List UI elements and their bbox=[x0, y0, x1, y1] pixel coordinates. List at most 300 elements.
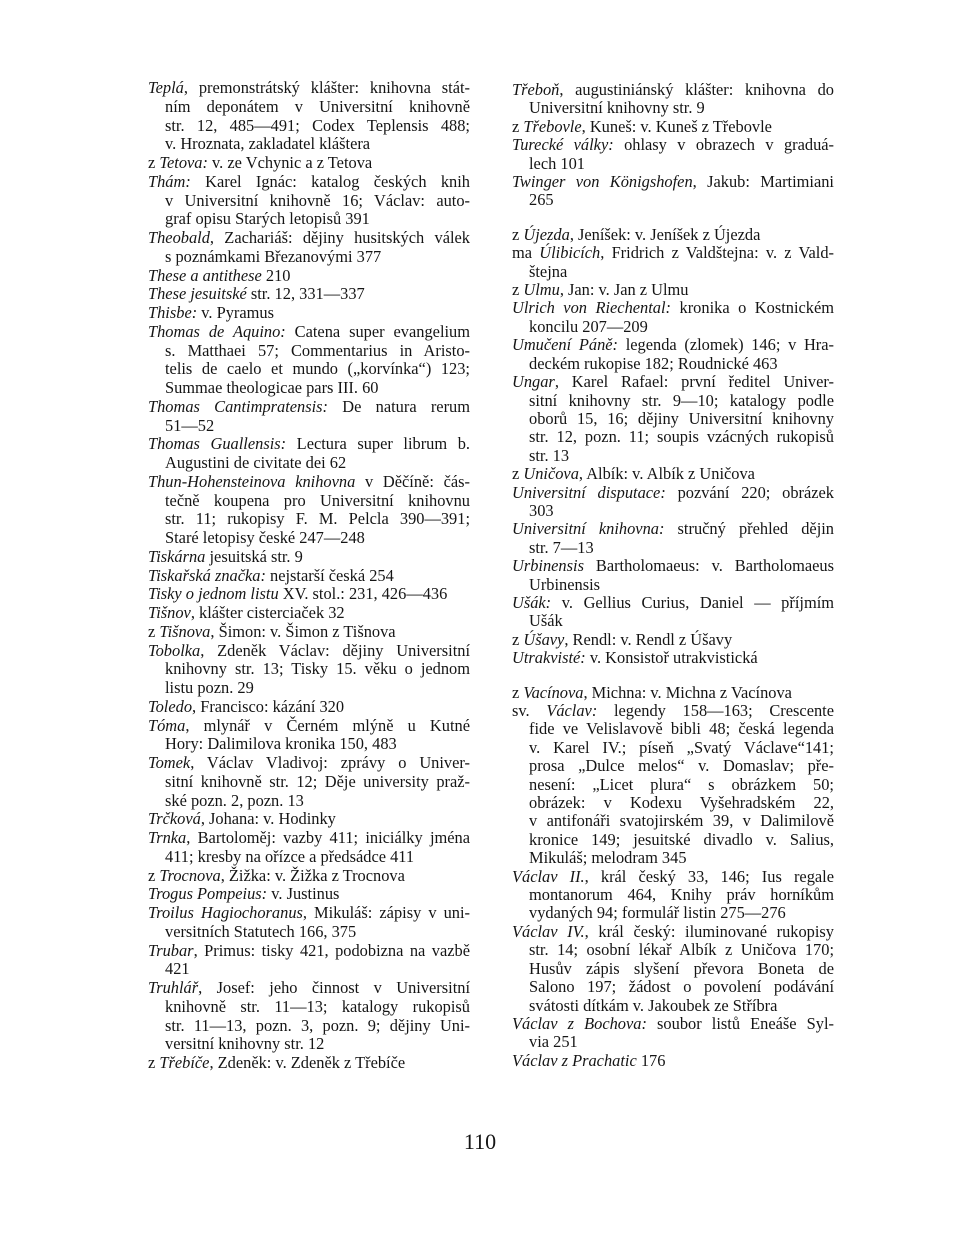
entry-headword: Úlibicích bbox=[539, 243, 601, 263]
entry-line bbox=[148, 942, 470, 961]
entry-line bbox=[148, 885, 470, 904]
entry-text: , Bartoloměj: vazby 411; iniciálky jména bbox=[186, 828, 470, 847]
entry-text: v. ze Vchynic a z Tetova bbox=[207, 153, 373, 172]
entry-line bbox=[148, 435, 470, 454]
entry-line bbox=[148, 154, 470, 173]
entry-headword: Tišnov bbox=[148, 603, 191, 622]
index-entry bbox=[512, 373, 834, 465]
entry-line bbox=[512, 263, 834, 281]
entry-text: , král český 33, 146; Ius regale bbox=[584, 866, 834, 886]
entry-headword: Teplá bbox=[148, 78, 184, 97]
entry-text: versitních Statutech 166, 375 bbox=[165, 921, 357, 941]
index-entry bbox=[512, 684, 834, 702]
entry-headword: Tiskárna bbox=[148, 546, 206, 566]
entry-line bbox=[148, 229, 470, 248]
entry-headword: Turecké války: bbox=[512, 135, 614, 155]
entry-text: Staré letopisy české 247—248 bbox=[165, 528, 365, 547]
entry-line bbox=[512, 136, 834, 154]
entry-text: v Universitní knihovně 16; Václav: auto- bbox=[165, 190, 470, 210]
entry-line bbox=[512, 539, 834, 557]
entry-line bbox=[148, 923, 470, 942]
entry-text: , Žižka: v. Žižka z Trocnova bbox=[220, 865, 405, 885]
entry-text: legenda (zlomek) 146; v Hra- bbox=[618, 335, 834, 355]
index-entry bbox=[148, 979, 470, 1054]
entry-line bbox=[512, 812, 834, 830]
index-entry bbox=[512, 1052, 834, 1070]
entry-line bbox=[148, 829, 470, 848]
entry-line bbox=[148, 735, 470, 754]
entry-text: graf opisu Starých letopisů 391 bbox=[165, 209, 370, 229]
entry-text: v antifonáři svatojirském 39, v Dalimilově bbox=[529, 811, 834, 831]
entry-line bbox=[512, 997, 834, 1015]
entry-line bbox=[148, 267, 470, 286]
entry-line bbox=[512, 594, 834, 612]
index-entry bbox=[512, 484, 834, 521]
entry-line bbox=[512, 484, 834, 502]
entry-text: Karel Ignác: katalog českých knih bbox=[190, 171, 470, 191]
entry-headword: These jesuitské bbox=[148, 284, 247, 304]
entry-line bbox=[512, 244, 834, 262]
entry-text: z bbox=[512, 224, 524, 244]
entry-text: v. Gellius Curius, Daniel — příjmím bbox=[551, 592, 834, 612]
entry-headword: Trnka bbox=[148, 828, 187, 847]
entry-headword: Uničova bbox=[523, 464, 579, 484]
entry-line bbox=[148, 848, 470, 867]
index-entry bbox=[148, 698, 470, 717]
entry-line bbox=[512, 1033, 834, 1051]
entry-text: 411; kresby na ořízce a předsádce 411 bbox=[165, 846, 415, 866]
entry-text: 51—52 bbox=[165, 415, 215, 435]
entry-headword: Urbinensis bbox=[512, 556, 584, 576]
entry-text: kronika o Kostnickém bbox=[671, 298, 834, 318]
entry-headword: Trogus Pompeius: bbox=[148, 884, 268, 904]
entry-text: fide ve Velislavově bibli 48; česká legenda bbox=[529, 719, 834, 739]
entry-headword: Toledo bbox=[148, 696, 193, 716]
entry-headword: Ungar bbox=[512, 372, 555, 392]
entry-headword: Utrakvisté: bbox=[512, 648, 586, 668]
entry-text: Summae theologicae pars III. 60 bbox=[165, 378, 379, 397]
entry-text: nesení: „Licet plura“ s obrázkem 50; bbox=[529, 774, 834, 794]
entry-text: nejstarší česká 254 bbox=[265, 565, 394, 585]
entry-line bbox=[512, 355, 834, 373]
entry-text: ním deponátem v Universitní knihovně bbox=[165, 96, 470, 116]
entry-text: , Albík: v. Albík z Uničova bbox=[578, 464, 755, 484]
index-section bbox=[148, 79, 470, 1073]
entry-line bbox=[148, 454, 470, 473]
index-column-right bbox=[512, 81, 834, 1070]
entry-text: , Zdeněk Václav: dějiny Universitní bbox=[200, 640, 470, 660]
entry-headword: Tobolka bbox=[148, 640, 201, 660]
entry-text: prosa „Dulce melos“ v. Domaslav; pře- bbox=[529, 756, 834, 776]
index-entry bbox=[148, 154, 470, 173]
entry-line bbox=[148, 192, 470, 211]
entry-line bbox=[148, 379, 470, 398]
entry-line bbox=[512, 702, 834, 720]
entry-line bbox=[512, 520, 834, 538]
entry-line bbox=[512, 1052, 834, 1070]
entry-line bbox=[512, 886, 834, 904]
entry-headword: Tomek bbox=[148, 753, 191, 772]
entry-line bbox=[148, 1035, 470, 1054]
entry-line bbox=[148, 510, 470, 529]
entry-line bbox=[512, 191, 834, 209]
index-entry bbox=[512, 520, 834, 557]
entry-text: , Zdeněk: v. Zdeněk z Třebíče bbox=[209, 1053, 406, 1072]
entry-text: Mikuláš; melodram 345 bbox=[529, 848, 687, 868]
entry-text: kronice 149; jesuitské divadlo v. Salius, bbox=[529, 829, 834, 849]
index-section bbox=[512, 684, 834, 1071]
entry-headword: Universitní disputace: bbox=[512, 482, 666, 502]
entry-text: , klášter cisterciaček 32 bbox=[190, 603, 345, 622]
index-entry bbox=[512, 118, 834, 136]
entry-text: pozvání 220; obrázek bbox=[665, 482, 834, 502]
entry-text: svátosti dítkám v. Jakoubek ze Stříbra bbox=[529, 995, 778, 1015]
entry-text: z bbox=[148, 1053, 160, 1072]
entry-text: via 251 bbox=[529, 1032, 578, 1052]
entry-headword: Truhlář bbox=[148, 978, 199, 997]
entry-text: 210 bbox=[261, 265, 291, 285]
entry-headword: Trčková bbox=[148, 809, 201, 829]
entry-headword: Ulmu bbox=[523, 280, 560, 300]
entry-line bbox=[512, 631, 834, 649]
entry-line bbox=[512, 118, 834, 136]
entry-text: knihovny str. 13; Tisky 15. věku o jednom bbox=[165, 659, 470, 679]
entry-text: Salono 197; žádost o povolení podávání bbox=[529, 977, 834, 997]
index-entry bbox=[512, 702, 834, 868]
entry-text: v. Pyramus bbox=[197, 303, 274, 322]
index-entry bbox=[512, 81, 834, 118]
entry-text: s poznámkami Březanovými 377 bbox=[165, 246, 382, 266]
entry-line bbox=[512, 557, 834, 575]
entry-line bbox=[148, 867, 470, 886]
index-entry bbox=[148, 173, 470, 229]
entry-text: , Šimon: v. Šimon z Tišnova bbox=[210, 621, 396, 641]
entry-headword: Tetova: bbox=[159, 153, 208, 172]
entry-headword: Universitní knihovna: bbox=[512, 519, 665, 539]
index-entry bbox=[148, 623, 470, 642]
entry-text: obrázek: v Kodexu Vyšehradském 22, bbox=[529, 793, 834, 813]
entry-headword: Theobald bbox=[148, 228, 210, 247]
entry-text: str. 12, pozn. 11; soupis vzácných rukopisů bbox=[529, 427, 834, 447]
entry-line bbox=[512, 904, 834, 922]
entry-text: str. 14; osobní lékař Albík z Uničova 170; bbox=[529, 940, 834, 960]
entry-text: legendy 158—163; Crescente bbox=[597, 701, 834, 720]
entry-headword: Ušák: bbox=[512, 592, 552, 612]
entry-headword: Thomas Guallensis: bbox=[148, 434, 287, 454]
entry-text: , Johana: v. Hodinky bbox=[200, 809, 336, 829]
entry-text: Catena super evangelium bbox=[285, 321, 470, 341]
entry-headword: Václav z Prachatic bbox=[512, 1050, 637, 1070]
index-entry bbox=[148, 585, 470, 604]
entry-text: ohlasy v obrazech v graduá- bbox=[613, 135, 835, 155]
entry-line bbox=[148, 642, 470, 661]
entry-text: , Zachariáš: dějiny husitských válek bbox=[209, 228, 470, 247]
entry-line bbox=[512, 81, 834, 99]
entry-line bbox=[512, 720, 834, 738]
page-number: 110 bbox=[463, 1129, 497, 1154]
entry-text: , Rendl: v. Rendl z Úšavy bbox=[564, 629, 733, 649]
entry-line bbox=[148, 773, 470, 792]
index-entry bbox=[512, 136, 834, 173]
index-entry bbox=[148, 267, 470, 286]
entry-line bbox=[512, 612, 834, 630]
entry-text: str. 11—13, pozn. 3, pozn. 9; dějiny Uni- bbox=[165, 1015, 470, 1035]
entry-line bbox=[512, 868, 834, 886]
entry-line bbox=[512, 428, 834, 446]
index-entry bbox=[148, 604, 470, 623]
entry-line bbox=[148, 792, 470, 811]
entry-text: str. 13 bbox=[529, 445, 570, 465]
entry-text: 176 bbox=[636, 1050, 666, 1070]
entry-headword: Thun-Hohensteinova knihovna bbox=[148, 471, 356, 491]
index-entry bbox=[148, 79, 470, 154]
entry-text: Ušák bbox=[529, 611, 563, 631]
index-section bbox=[512, 81, 834, 210]
index-entry bbox=[512, 631, 834, 649]
entry-text: 303 bbox=[529, 500, 554, 520]
entry-text: , Francisco: kázání 320 bbox=[192, 696, 345, 716]
index-entry bbox=[512, 173, 834, 210]
entry-text: , Jan: v. Jan z Ulmu bbox=[559, 280, 689, 300]
index-entry bbox=[148, 285, 470, 304]
entry-text: z bbox=[148, 865, 160, 885]
entry-text: Urbinensis bbox=[529, 574, 601, 594]
entry-line bbox=[148, 323, 470, 342]
entry-text: z bbox=[512, 682, 524, 702]
entry-text: v. Hroznata, zakladatel kláštera bbox=[165, 134, 371, 154]
entry-text: koncilu 207—209 bbox=[529, 316, 648, 336]
entry-line bbox=[148, 1054, 470, 1073]
entry-text: , mlynář v Černém mlýně u Kutné bbox=[185, 715, 470, 735]
entry-text: z bbox=[512, 629, 524, 649]
entry-line bbox=[148, 117, 470, 136]
entry-line bbox=[512, 336, 834, 354]
entry-line bbox=[148, 285, 470, 304]
index-section bbox=[512, 226, 834, 668]
entry-text: 421 bbox=[165, 959, 190, 979]
entry-text: knihovně str. 11—13; katalogy rukopisů bbox=[165, 996, 470, 1016]
entry-line bbox=[148, 679, 470, 698]
entry-text: , Kuneš: v. Kuneš z Třebovle bbox=[581, 116, 772, 136]
index-entry bbox=[148, 398, 470, 436]
entry-text: v. Konsistoř utrakvistická bbox=[585, 648, 758, 668]
entry-line bbox=[512, 978, 834, 996]
index-entry bbox=[148, 323, 470, 398]
index-entry bbox=[148, 885, 470, 904]
entry-line bbox=[512, 226, 834, 244]
index-entry bbox=[512, 868, 834, 923]
entry-line bbox=[148, 979, 470, 998]
entry-text: , augustiniánský klášter: knihovna do bbox=[559, 80, 834, 99]
entry-line bbox=[512, 776, 834, 794]
entry-headword: Troilus Hagiochoranus bbox=[148, 903, 303, 922]
entry-text: tečně koupena pro Universitní knihovnu bbox=[165, 490, 470, 510]
entry-line bbox=[148, 1017, 470, 1036]
entry-line bbox=[148, 567, 470, 586]
index-entry bbox=[148, 473, 470, 548]
entry-line bbox=[512, 794, 834, 812]
index-entry bbox=[512, 281, 834, 299]
entry-line bbox=[148, 754, 470, 773]
entry-headword: Václav z Bochova: bbox=[512, 1013, 647, 1033]
entry-headword: Tisky o jednom listu bbox=[148, 584, 279, 604]
index-entry bbox=[148, 229, 470, 267]
entry-line bbox=[512, 684, 834, 702]
entry-text: 265 bbox=[529, 190, 554, 210]
entry-line bbox=[148, 360, 470, 379]
entry-line bbox=[512, 757, 834, 775]
entry-text: jesuitská str. 9 bbox=[205, 546, 303, 566]
entry-text: ma bbox=[512, 243, 540, 263]
entry-text: , Josef: jeho činnost v Universitní bbox=[198, 978, 470, 997]
entry-text: Universitní knihovny str. 9 bbox=[529, 98, 705, 118]
entry-line bbox=[512, 173, 834, 191]
entry-headword: Tóma bbox=[148, 715, 186, 735]
entry-text: sitní knihovně str. 12; Děje university praž- bbox=[165, 771, 470, 791]
entry-line bbox=[148, 173, 470, 192]
entry-text: Husův zápis slyšení převora Boneta de bbox=[529, 958, 834, 978]
entry-headword: Tišnova bbox=[159, 621, 211, 641]
entry-text: str. 7—13 bbox=[529, 537, 594, 557]
entry-headword: Trocnova bbox=[159, 865, 221, 885]
entry-line bbox=[148, 529, 470, 548]
entry-headword: Thomas de Aquino: bbox=[148, 321, 286, 341]
entry-text: soubor listů Eneáše Syl- bbox=[646, 1013, 834, 1033]
entry-line bbox=[148, 98, 470, 117]
index-entry bbox=[512, 226, 834, 244]
entry-text: ské pozn. 2, pozn. 13 bbox=[165, 790, 304, 810]
index-entry bbox=[148, 867, 470, 886]
entry-line bbox=[512, 923, 834, 941]
index-entry bbox=[148, 567, 470, 586]
index-entry bbox=[148, 904, 470, 942]
entry-line bbox=[148, 660, 470, 679]
index-entry bbox=[148, 810, 470, 829]
index-entry bbox=[512, 649, 834, 667]
entry-text: listu pozn. 29 bbox=[165, 678, 254, 697]
entry-line bbox=[512, 373, 834, 391]
entry-text: str. 12, 331—337 bbox=[246, 284, 365, 304]
index-entry bbox=[512, 244, 834, 281]
entry-line bbox=[512, 849, 834, 867]
entry-text: , Jakub: Martimiani bbox=[692, 172, 834, 192]
entry-headword: Ulrich von Riechental: bbox=[512, 298, 672, 318]
entry-text: stručný přehled dějin bbox=[664, 519, 834, 539]
entry-headword: Thám: bbox=[148, 171, 191, 191]
entry-line bbox=[512, 649, 834, 667]
entry-text: z bbox=[512, 116, 524, 136]
entry-text: versitní knihovny str. 12 bbox=[165, 1034, 325, 1054]
entry-text: Bartholomaeus: v. Bartholomaeus bbox=[583, 556, 834, 576]
entry-headword: Újezda bbox=[523, 224, 570, 244]
entry-line bbox=[512, 392, 834, 410]
entry-headword: Thisbe: bbox=[148, 303, 198, 322]
entry-text: z bbox=[512, 464, 524, 484]
entry-text: v Děčíně: čás- bbox=[355, 471, 470, 491]
entry-line bbox=[148, 623, 470, 642]
entry-line bbox=[512, 299, 834, 317]
entry-text: Augustini de civitate dei 62 bbox=[165, 453, 347, 472]
entry-text: , Mikuláš: zápisy v uni- bbox=[302, 903, 470, 922]
index-entry bbox=[148, 548, 470, 567]
index-entry bbox=[512, 923, 834, 1015]
entry-line bbox=[148, 304, 470, 323]
entry-line bbox=[148, 473, 470, 492]
entry-text: , Jeníšek: v. Jeníšek z Újezda bbox=[569, 224, 761, 244]
entry-text: , král český: iluminované rukopisy bbox=[584, 921, 834, 941]
entry-text: štejna bbox=[529, 261, 568, 281]
index-entry bbox=[148, 1054, 470, 1073]
entry-text: Hory: Dalimilova kronika 150, 483 bbox=[165, 734, 397, 754]
entry-line bbox=[148, 248, 470, 267]
entry-line bbox=[148, 79, 470, 98]
entry-headword: Třebíče bbox=[159, 1053, 210, 1072]
index-entry bbox=[148, 942, 470, 980]
entry-headword: Vacínova bbox=[523, 682, 584, 702]
entry-line bbox=[148, 960, 470, 979]
entry-headword: Václav II. bbox=[512, 866, 585, 886]
entry-text: str. 12, 485—491; Codex Teplensis 488; bbox=[165, 115, 470, 135]
entry-line bbox=[148, 604, 470, 623]
index-entry bbox=[512, 557, 834, 594]
entry-text: , Fridrich z Valdštejna: v. z Vald- bbox=[600, 243, 834, 263]
index-entry bbox=[148, 642, 470, 698]
entry-line bbox=[512, 281, 834, 299]
entry-text: lech 101 bbox=[529, 153, 585, 173]
entry-line bbox=[512, 447, 834, 465]
entry-text: Lectura super librum b. bbox=[286, 434, 471, 454]
entry-line bbox=[148, 210, 470, 229]
entry-text: v. Justinus bbox=[267, 884, 340, 904]
index-entry bbox=[148, 304, 470, 323]
entry-text: , Michna: v. Michna z Vacínova bbox=[583, 682, 792, 702]
entry-line bbox=[512, 465, 834, 483]
entry-line bbox=[148, 135, 470, 154]
entry-text: z bbox=[512, 280, 524, 300]
entry-text: z bbox=[148, 153, 160, 172]
entry-text: montanorum 464, Knihy práv horníkům bbox=[529, 885, 834, 905]
entry-line bbox=[512, 1015, 834, 1033]
entry-line bbox=[512, 960, 834, 978]
entry-line bbox=[512, 410, 834, 428]
entry-line bbox=[512, 576, 834, 594]
entry-text: XV. stol.: 231, 426—436 bbox=[278, 584, 448, 604]
entry-line bbox=[512, 941, 834, 959]
entry-line bbox=[148, 717, 470, 736]
index-entry bbox=[512, 1015, 834, 1052]
entry-text: sv. bbox=[512, 701, 547, 720]
entry-line bbox=[148, 342, 470, 361]
entry-headword: Třebovle bbox=[523, 116, 582, 136]
entry-line bbox=[148, 585, 470, 604]
entry-text: deckém rukopise 182; Roudnické 463 bbox=[529, 353, 778, 373]
entry-headword: Tiskařská značka: bbox=[148, 565, 266, 585]
entry-line bbox=[512, 502, 834, 520]
entry-text: s. Matthaei 57; Commentarius in Aristo- bbox=[165, 340, 470, 360]
entry-text: , Primus: tisky 421, podobizna na vazbě bbox=[193, 940, 470, 960]
entry-text: oborů 15, 16; dějiny Universitní knihovny bbox=[529, 408, 834, 428]
entry-headword: These a antithese bbox=[148, 265, 262, 285]
entry-headword: Třeboň bbox=[512, 80, 560, 99]
entry-line bbox=[148, 810, 470, 829]
entry-line bbox=[148, 548, 470, 567]
entry-text: , Karel Rafael: první ředitel Univer- bbox=[554, 372, 834, 392]
entry-line bbox=[512, 155, 834, 173]
index-entry bbox=[148, 717, 470, 755]
index-entry bbox=[512, 299, 834, 336]
entry-text: sitní knihovny str. 9—10; katalogy podle bbox=[529, 390, 834, 410]
entry-headword: Thomas Cantimpratensis: bbox=[148, 396, 329, 416]
